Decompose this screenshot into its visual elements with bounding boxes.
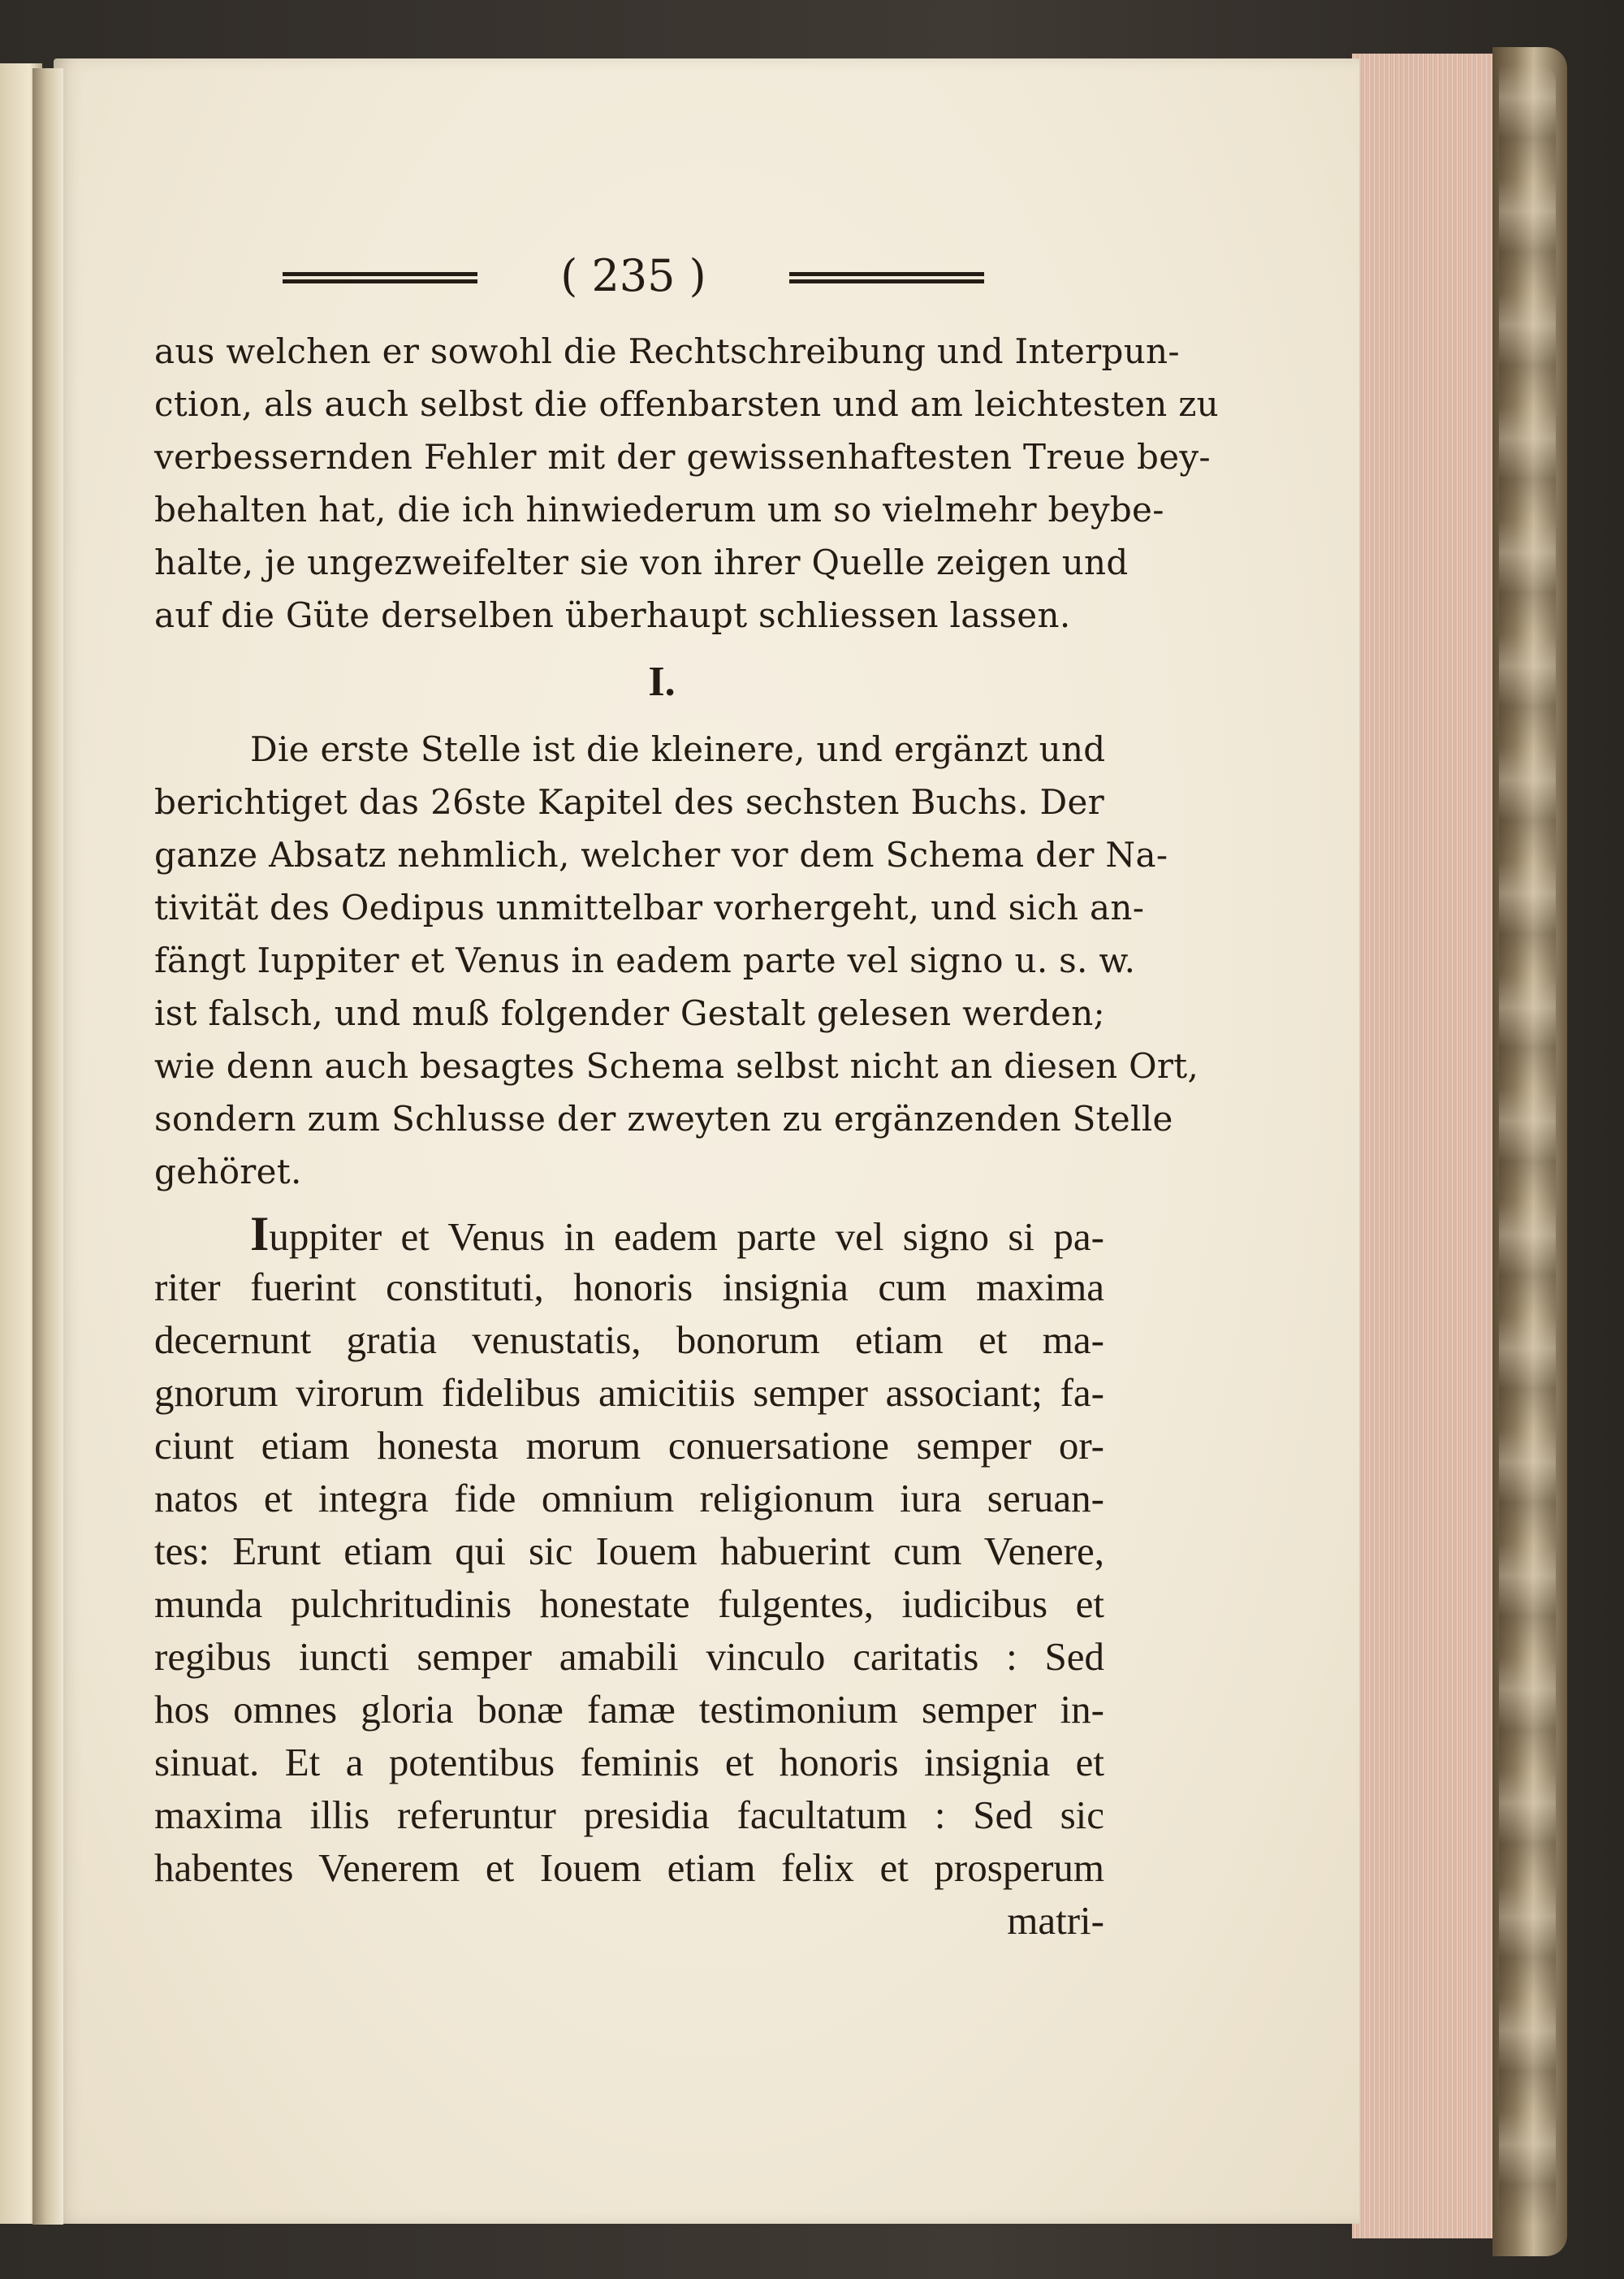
first-line-text: uppiter et Venus in eadem parte vel signo si pa- (269, 1214, 1104, 1259)
text-line: berichtiget das 26ste Kapitel des sechsten Buchs. Der (154, 782, 1104, 822)
text-line: maxima illis referuntur presidia facultatum : Sed sic (154, 1792, 1104, 1837)
text-line: ist falsch, und muß folgender Gestalt gelesen werden; (154, 993, 1106, 1033)
text-line: riter fuerint constituti, honoris insignia cum maxima (154, 1265, 1104, 1309)
latin-passage (154, 1208, 1104, 1947)
spacer (154, 1198, 1104, 1208)
page-body (154, 325, 1220, 1947)
text-line: Die erste Stelle ist die kleinere, und ergänzt und (250, 729, 1106, 769)
page-gutter (32, 68, 63, 2225)
text-line: ganze Absatz nehmlich, welcher vor dem Schema der Na- (154, 835, 1168, 875)
text-line: regibus iuncti semper amabili vinculo caritatis : Sed (154, 1634, 1104, 1679)
text-line: ction, als auch selbst die offenbarsten und am leichtesten zu (154, 384, 1220, 424)
header-rule-right (789, 272, 984, 283)
text-line: halte, je ungezweifelter sie von ihrer Quelle zeigen und (154, 543, 1129, 582)
text-line: aus welchen er sowohl die Rechtschreibung und Interpun- (154, 331, 1180, 371)
text-line: habentes Venerem et Iouem etiam felix et prosperum (154, 1845, 1104, 1890)
text-line: wie denn auch besagtes Schema selbst nicht an diesen Ort, (154, 1046, 1199, 1086)
drop-cap: I (250, 1207, 270, 1261)
cover-wear (1499, 65, 1556, 2225)
text-line: auf die Güte derselben überhaupt schliessen lassen. (154, 595, 1071, 635)
text-line: tivität des Oedipus unmittelbar vorhergeht, und sich an- (154, 888, 1145, 928)
page-block-edges (1352, 54, 1502, 2238)
text-line: sondern zum Schlusse der zweyten zu ergänzenden Stelle (154, 1099, 1173, 1139)
text-line: ciunt etiam honesta morum conuersatione semper or- (154, 1423, 1104, 1468)
paragraph-1 (154, 325, 1220, 642)
text-line: gehöret. (154, 1152, 302, 1191)
text-line-first (154, 1208, 1104, 1261)
text-line: fängt Iuppiter et Venus in eadem parte vel signo u. s. w. (154, 941, 1136, 980)
text-line: sinuat. Et a potentibus feminis et honoris insignia et (154, 1740, 1104, 1784)
text-line: munda pulchritudinis honestate fulgentes, iudicibus et (154, 1581, 1104, 1626)
header-rule-left (283, 272, 477, 283)
text-line: hos omnes gloria bonæ famæ testimonium semper in- (154, 1687, 1104, 1732)
paragraph-2 (154, 723, 1199, 1198)
catchword: matri- (1007, 1898, 1104, 1943)
page-header (276, 248, 991, 305)
text-line: natos et integra fide omnium religionum iura seruan- (154, 1476, 1104, 1520)
page-number: ( 235 ) (560, 250, 706, 301)
text-line: gnorum virorum fidelibus amicitiis semper associant; fa- (154, 1370, 1104, 1415)
text-line: behalten hat, die ich hinwiederum um so vielmehr beybe- (154, 490, 1164, 530)
text-line: verbessernden Fehler mit der gewissenhaftesten Treue bey- (154, 437, 1211, 477)
text-line: tes: Erunt etiam qui sic Iouem habuerint cum Venere, (154, 1529, 1104, 1573)
text-line: decernunt gratia venustatis, bonorum etiam et ma- (154, 1317, 1104, 1362)
section-heading: I. (648, 659, 676, 705)
